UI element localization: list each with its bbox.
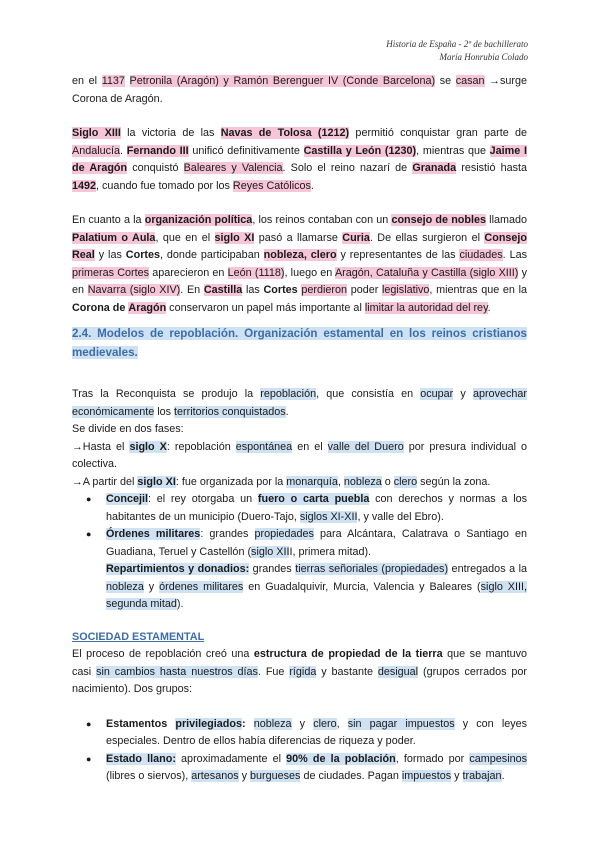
repartimientos-block: Repartimientos y donadios: grandes tierras señoriales (propiedades) entregados a la nobleza y órdenes militares en Guadalquivir, Murcia, Valencia y Baleares (siglo XIII, segunda mitad). — [106, 563, 527, 610]
phase-siglo-xi: →A partir del siglo XI: fue organizada por la monarquía, nobleza o clero según la zona. — [72, 475, 491, 488]
phase-siglo-x: →Hasta el siglo X: repoblación espontánea en el valle del Duero por presura individual o colectiva. — [72, 440, 528, 470]
list-item-concejil: ● Concejil: el rey otorgaba un fuero o carta puebla con derechos y normas a los habitantes de un municipio (Duero-Tajo, siglos XI-XII, y valle del Ebro). — [106, 491, 527, 526]
section-heading: 2.4. Modelos de repoblación. Organización estamental en los reinos cristianos medievales. — [72, 327, 527, 359]
phases-intro: Se divide en dos fases: — [72, 423, 184, 435]
header-course: Historia de España - 2º de bachillerato — [386, 39, 528, 49]
estamentos-list — [72, 716, 527, 786]
paragraph-organizacion-politica: En cuanto a la organización política, los reinos contaban con un consejo de nobles llamado Palatium o Aula, que en el siglo XI pasó a llamarse Curia. De ellas surgieron el Consejo Real y las Cortes, donde participaban nobleza, clero y representantes de las ciudades. Las primeras Cortes aparecieron en León (1118), luego en Aragón, Cataluña y Castilla (siglo XIII) y en Navarra (siglo XIV). En Castilla las Cortes perdieron poder legislativo, mientras que en la Corona de Aragón conservaron un papel más importante al limitar la autoridad del rey. — [72, 214, 528, 314]
paragraph-repoblacion: Tras la Reconquista se produjo la repoblación, que consistía en ocupar y aprovechar económicamente los territorios conquistados. Se divide en dos fases: →Hasta el siglo X: repoblación espontánea en el valle del Duero por presura individual o colectiva. →A partir del siglo XI: fue organizada por la monarquía, nobleza o clero según la zona. — [72, 386, 527, 491]
list-item-privilegiados: ● Estamentos privilegiados: nobleza y clero, sin pagar impuestos y con leyes especiales. Dentro de ellos había diferencias de riqueza y poder. — [106, 716, 527, 751]
list-item-estado-llano: ● Estado llano: aproximadamente el 90% de la población, formado por campesinos (libres o siervos), artesanos y burgueses de ciudades. Pagan impuestos y trabajan. — [106, 751, 527, 786]
header-author: María Honrubia Colado — [439, 52, 528, 62]
paragraph-sociedad: El proceso de repoblación creó una estructura de propiedad de la tierra que se mantuvo casi sin cambios hasta nuestros días. Fue rígida y bastante desigual (grupos cerrados por nacimiento). Dos grupos: — [72, 648, 528, 695]
repoblacion-list — [72, 491, 527, 561]
document-body — [72, 73, 527, 786]
paragraph-siglo-xiii: Siglo XIII la victoria de las Navas de Tolosa (1212) permitió conquistar gran parte de Andalucía. Fernando III unificó definitivamente Castilla y León (1230), mientras que Jaime I de Aragón conquistó Baleares y Valencia. Solo el reino nazarí de Granada resistió hasta 1492, cuando fue tomado por los Reyes Católicos. — [72, 127, 527, 192]
section-title-sociedad: SOCIEDAD ESTAMENTAL — [72, 630, 205, 643]
paragraph-aragon-union: en el 1137 Petronila (Aragón) y Ramón Berenguer IV (Conde Barcelona) se casan →surge Corona de Aragón. — [72, 75, 527, 105]
page-header — [386, 38, 528, 64]
list-item-ordenes-militares: ● Órdenes militares: grandes propiedades para Alcántara, Calatrava o Santiago en Guadiana, Teruel y Castellón (siglo XIII, primera mitad). — [106, 526, 527, 561]
